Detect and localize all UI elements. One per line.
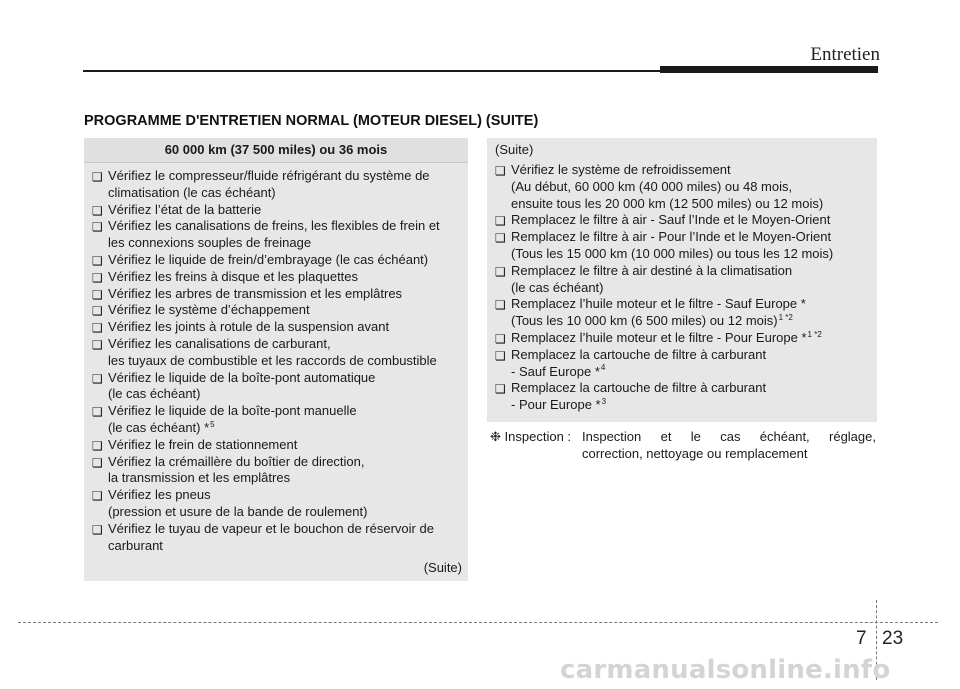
- checkbox-icon: ❑: [495, 231, 506, 246]
- checklist-item-text: Remplacez l’huile moteur et le filtre - Sauf Europe *: [511, 296, 806, 312]
- checklist-item-text: Vérifiez le liquide de la boîte-pont manuelle: [108, 403, 357, 419]
- checklist-item-text: Vérifiez les freins à disque et les plaquettes: [108, 268, 359, 284]
- checklist-item-text: Remplacez le filtre à air - Sauf l’Inde et le Moyen-Orient: [511, 212, 831, 228]
- continued-label: (Suite): [423, 560, 462, 576]
- inspection-note: [490, 428, 876, 462]
- right-item-list: [487, 162, 877, 414]
- footnote-marker: 1 *2: [778, 312, 793, 322]
- checklist-item-text: climatisation (le cas échéant): [108, 184, 276, 200]
- checklist-item-text: (le cas échéant) *$^5$: [108, 419, 215, 435]
- checklist-item: [92, 370, 460, 404]
- checklist-item: [495, 296, 869, 330]
- checklist-item: [92, 403, 460, 437]
- checkbox-icon: ❑: [92, 371, 103, 386]
- chapter-header-title: Entretien: [810, 44, 880, 65]
- left-item-list: [84, 163, 468, 554]
- checklist-item-text: Vérifiez la crémaillère du boîtier de direction,: [108, 453, 365, 469]
- checklist-item-text: Vérifiez les pneus: [108, 487, 211, 503]
- checkbox-icon: ❑: [92, 321, 103, 336]
- watermark-logo: carmanualsonline.info: [560, 655, 891, 685]
- checkbox-icon: ❑: [92, 522, 103, 537]
- checkbox-icon: ❑: [92, 438, 103, 453]
- checkbox-icon: ❑: [495, 348, 506, 363]
- checklist-item: [92, 487, 460, 521]
- checkbox-icon: ❑: [92, 489, 103, 504]
- checklist-item: [92, 218, 460, 252]
- checklist-item-text: Vérifiez le liquide de frein/d’embrayage (le cas échéant): [108, 251, 429, 267]
- checklist-item-text: carburant: [108, 537, 163, 553]
- checklist-item: [495, 347, 869, 381]
- footnote-marker: 3: [601, 396, 607, 406]
- checklist-item-text: Vérifiez les arbres de transmission et les emplâtres: [108, 285, 403, 301]
- left-maintenance-panel: [84, 138, 468, 581]
- footnote-marker: 1 *2: [807, 329, 822, 339]
- checklist-item: [92, 437, 460, 454]
- checklist-item: [92, 336, 460, 370]
- checklist-item-text: (le cas échéant): [108, 386, 201, 402]
- section-title: PROGRAMME D'ENTRETIEN NORMAL (MOTEUR DIESEL) (SUITE): [84, 113, 539, 129]
- checklist-item: [495, 263, 869, 297]
- note-label: ❉ Inspection :: [490, 429, 572, 444]
- checklist-item-text: (Tous les 10 000 km (6 500 miles) ou 12 mois)$^{1 *2}$: [511, 312, 793, 329]
- checklist-item-text: (pression et usure de la bande de roulement): [108, 503, 368, 519]
- checklist-item-text: Vérifiez les canalisations de freins, les flexibles de frein et: [108, 218, 440, 234]
- footer-divider: [18, 622, 938, 623]
- checklist-item-text: Remplacez le filtre à air destiné à la climatisation: [511, 262, 793, 278]
- checklist-item-text: ensuite tous les 20 000 km (12 500 miles) ou 12 mois): [511, 195, 824, 211]
- checkbox-icon: ❑: [92, 287, 103, 302]
- checkbox-icon: ❑: [92, 253, 103, 268]
- checkbox-icon: ❑: [495, 331, 506, 346]
- checklist-item: [92, 454, 460, 488]
- interval-heading: 60 000 km (37 500 miles) ou 36 mois: [84, 138, 468, 163]
- checklist-item-text: Vérifiez l’état de la batterie: [108, 201, 262, 217]
- checklist-item-text: Vérifiez le frein de stationnement: [108, 436, 298, 452]
- checklist-item: [92, 168, 460, 202]
- header-rule-thick: [660, 66, 878, 73]
- checkbox-icon: ❑: [495, 264, 506, 279]
- checklist-item-text: (Au début, 60 000 km (40 000 miles) ou 48 mois,: [511, 178, 793, 194]
- checkbox-icon: ❑: [92, 170, 103, 184]
- checklist-item-text: Vérifiez le compresseur/fluide réfrigérant du système de: [108, 168, 430, 183]
- checklist-item-text: (le cas échéant): [511, 279, 604, 295]
- checklist-item: [92, 202, 460, 219]
- checklist-item-text: la transmission et les emplâtres: [108, 470, 291, 486]
- checklist-item-text: Vérifiez les joints à rotule de la suspension avant: [108, 319, 390, 335]
- checklist-item-text: (Tous les 15 000 km (10 000 miles) ou tous les 12 mois): [511, 245, 834, 261]
- page-number: 23: [882, 628, 904, 649]
- checkbox-icon: ❑: [92, 203, 103, 218]
- header-rule: [83, 70, 663, 72]
- checklist-item-text: Vérifiez le liquide de la boîte-pont automatique: [108, 369, 376, 385]
- continued-label: (Suite): [495, 142, 534, 157]
- checklist-item-text: Remplacez la cartouche de filtre à carburant: [511, 346, 767, 362]
- checklist-item: [92, 521, 460, 555]
- checklist-item-text: Remplacez la cartouche de filtre à carburant: [511, 380, 767, 396]
- checklist-item: [92, 286, 460, 303]
- checklist-item: [92, 319, 460, 336]
- checklist-item: [92, 269, 460, 286]
- chapter-number: 7: [856, 628, 867, 649]
- checkbox-icon: ❑: [495, 164, 506, 178]
- checklist-item-text: Remplacez le filtre à air - Pour l’Inde et le Moyen-Orient: [511, 229, 832, 245]
- checkbox-icon: ❑: [92, 304, 103, 319]
- footnote-marker: 5: [210, 419, 215, 429]
- checklist-item-text: Vérifiez le système d’échappement: [108, 302, 310, 318]
- checklist-item-text: les tuyaux de combustible et les raccords de combustible: [108, 352, 437, 368]
- checklist-item: [92, 302, 460, 319]
- checklist-item-text: Vérifiez le système de refroidissement: [511, 162, 731, 177]
- checkbox-icon: ❑: [92, 405, 103, 420]
- checklist-item: [495, 229, 869, 263]
- checkbox-icon: ❑: [92, 270, 103, 285]
- note-symbol-icon: ❉: [490, 429, 501, 444]
- checkbox-icon: ❑: [92, 455, 103, 470]
- right-maintenance-panel: [487, 138, 877, 422]
- checklist-item-text: Vérifiez les canalisations de carburant,: [108, 335, 331, 351]
- checkbox-icon: ❑: [92, 337, 103, 352]
- note-text-line: Inspection et le cas échéant, réglage,: [582, 429, 876, 444]
- checklist-item-text: - Sauf Europe *$^4$: [511, 363, 606, 379]
- checkbox-icon: ❑: [495, 214, 506, 229]
- checkbox-icon: ❑: [92, 220, 103, 235]
- checklist-item: [495, 212, 869, 229]
- checklist-item: [495, 380, 869, 414]
- checkbox-icon: ❑: [495, 382, 506, 397]
- note-text-line: correction, nettoyage ou remplacement: [582, 446, 808, 461]
- checklist-item: [495, 330, 869, 347]
- checklist-item-text: - Pour Europe *$^3$: [511, 396, 607, 413]
- checklist-item-text: les connexions souples de freinage: [108, 235, 312, 251]
- checklist-item: [92, 252, 460, 269]
- checklist-item-text: Vérifiez le tuyau de vapeur et le bouchon de réservoir de: [108, 520, 434, 536]
- checklist-item: [495, 162, 869, 212]
- footnote-marker: 4: [600, 363, 606, 373]
- checkbox-icon: ❑: [495, 298, 506, 313]
- checklist-item-text: Remplacez l’huile moteur et le filtre - Pour Europe *$^{1 *2}$: [511, 329, 822, 345]
